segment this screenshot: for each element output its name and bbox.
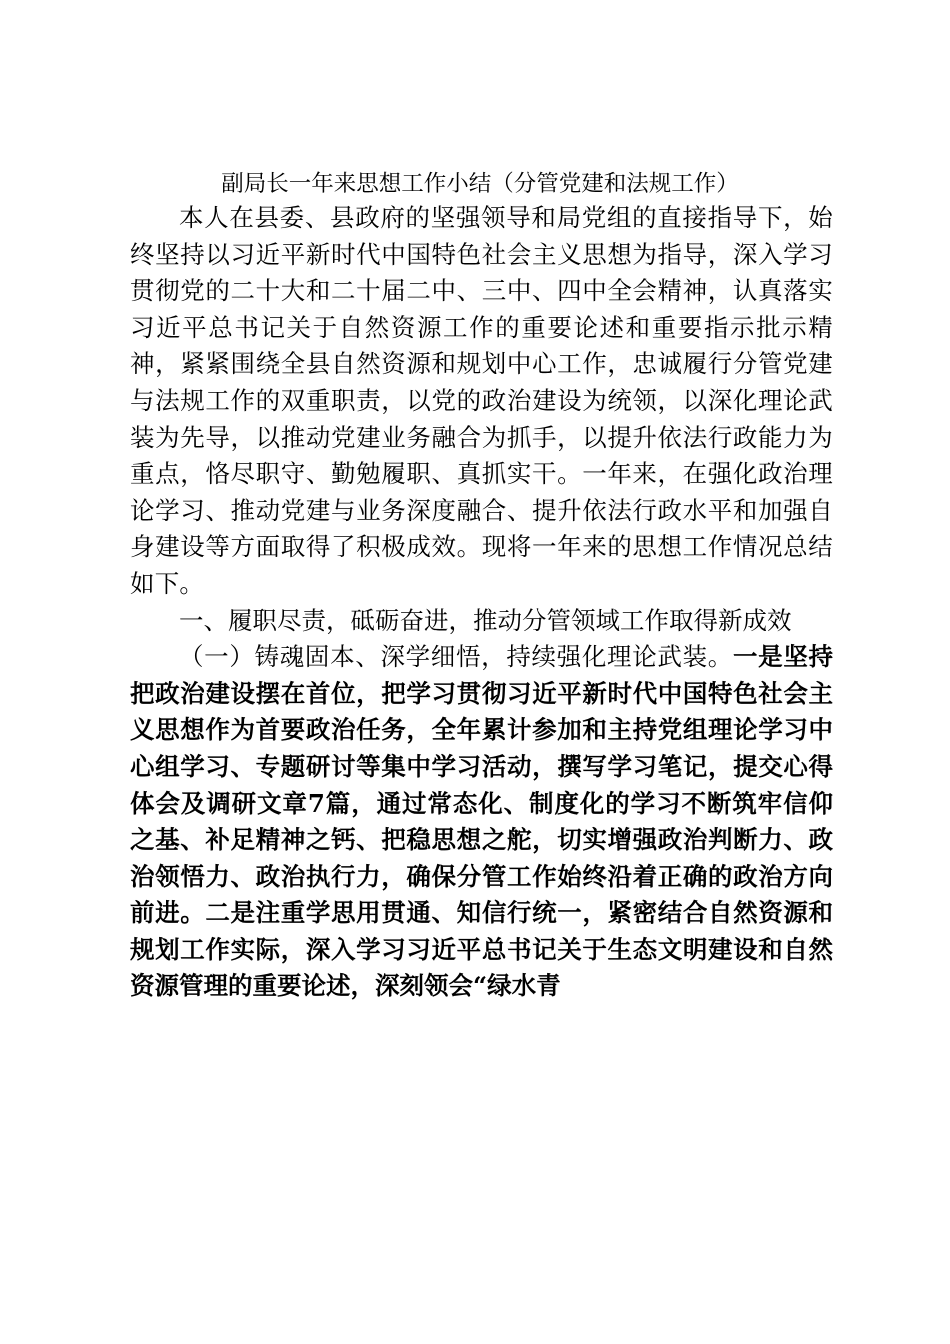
subsection-heading: （一）铸魂固本、深学细悟，持续强化理论武装。 <box>179 642 733 672</box>
document-body <box>130 200 833 1005</box>
section-heading: 一、履职尽责，砥砺奋进，推动分管领域工作取得新成效 <box>179 605 792 635</box>
document-title: 副局长一年来思想工作小结（分管党建和法规工作） <box>221 171 739 197</box>
intro-paragraph: 本人在县委、县政府的坚强领导和局党组的直接指导下，始终坚持以习近平新时代中国特色社会主义思想为指导，深入学习贯彻党的二十大和二十届二中、三中、四中全会精神，认真落实习近平总书记关于自然资源工作的重要论述和重要指示批示精神，紧紧围绕全县自然资源和规划中心工作，忠诚履行分管党建与法规工作的双重职责，以党的政治建设为统领，以深化理论武装为先导，以推动党建业务融合为抓手，以提升依法行政能力为重点，恪尽职守、勤勉履职、真抓实干。一年来，在强化政治理论学习、推动党建与业务深度融合、提升依法行政水平和加强自身建设等方面取得了积极成效。现将一年来的思想工作情况总结如下。 <box>130 203 833 598</box>
subsection-paragraph <box>130 639 833 1005</box>
subsection-body: 一是坚持把政治建设摆在首位，把学习贯彻习近平新时代中国特色社会主义思想作为首要政治任务，全年累计参加和主持党组理论学习中心组学习、专题研讨等集中学习活动，撰写学习笔记，提交心得体会及调研文章7篇，通过常态化、制度化的学习不断筑牢信仰之基、补足精神之钙、把稳思想之舵，切实增强政治判断力、政治领悟力、政治执行力，确保分管工作始终沿着正确的政治方向前进。二是注重学思用贯通、知信行统一，紧密结合自然资源和规划工作实际，深入学习习近平总书记关于生态文明建设和自然资源管理的重要论述，深刻领会“绿水青 <box>130 642 834 1001</box>
